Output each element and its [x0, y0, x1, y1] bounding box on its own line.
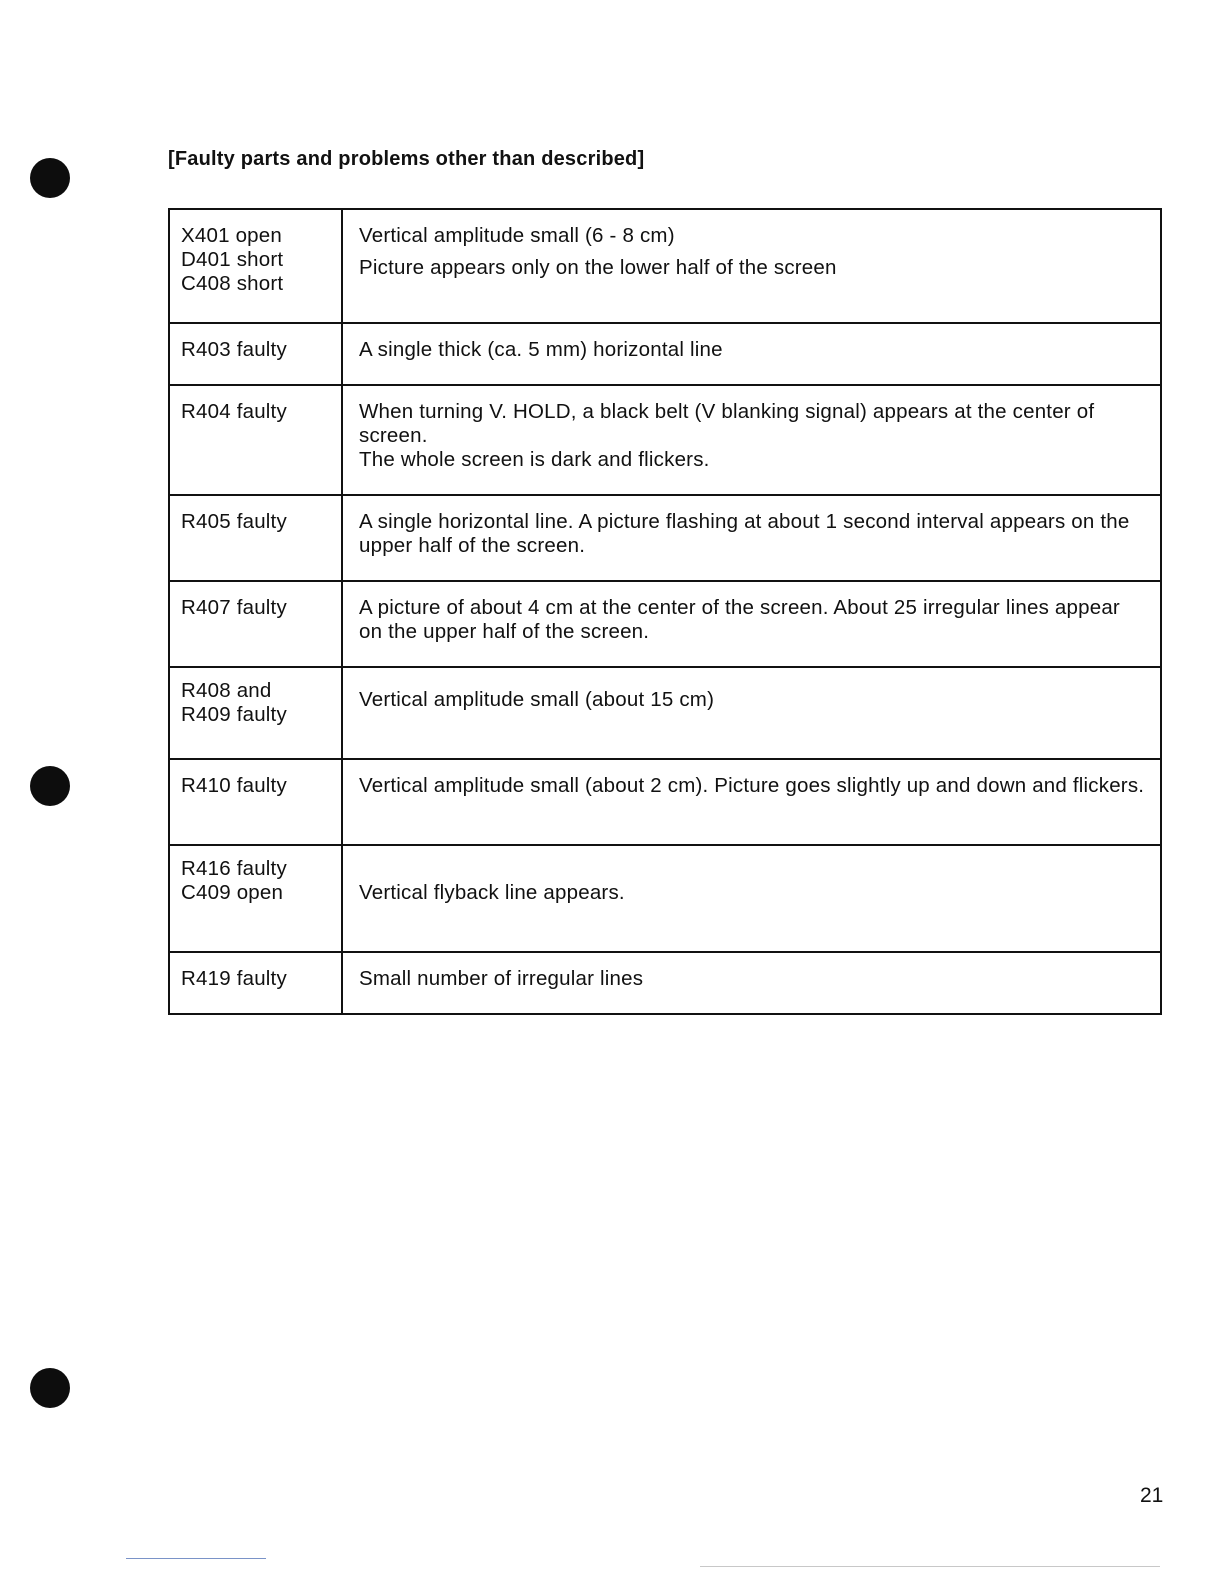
symptom-cell	[342, 209, 1161, 323]
section-heading: [Faulty parts and problems other than described]	[168, 148, 645, 170]
symptom-text: A picture of about 4 cm at the center of the screen. About 25 irregular lines appear on the upper half of the screen.	[359, 596, 1120, 643]
symptom-text: Vertical amplitude small (6 - 8 cm)	[359, 224, 675, 247]
symptom-text: A single thick (ca. 5 mm) horizontal line	[359, 338, 723, 361]
page-number: 21	[1140, 1484, 1164, 1507]
symptom-text: The whole screen is dark and flickers.	[359, 448, 710, 471]
part-label: R416 faulty	[181, 857, 287, 880]
table-row	[169, 495, 1161, 581]
symptom-text: When turning V. HOLD, a black belt (V blanking signal) appears at the center of screen.	[359, 400, 1095, 447]
symptom-cell	[342, 385, 1161, 495]
faulty-part-cell	[169, 209, 342, 323]
part-label: R403 faulty	[181, 338, 287, 361]
binder-hole-top	[30, 158, 70, 198]
part-label: C408 short	[181, 272, 284, 295]
symptom-text: Vertical amplitude small (about 2 cm). Picture goes slightly up and down and flickers.	[359, 774, 1145, 797]
faulty-part-cell	[169, 385, 342, 495]
part-label: R409 faulty	[181, 703, 287, 726]
part-label: R404 faulty	[181, 400, 287, 423]
symptom-text: Picture appears only on the lower half of the screen	[359, 256, 837, 279]
table-row	[169, 759, 1161, 845]
symptom-cell	[342, 667, 1161, 759]
symptom-cell	[342, 581, 1161, 667]
binder-hole-middle	[30, 766, 70, 806]
faults-table	[168, 208, 1162, 1015]
part-label: D401 short	[181, 248, 284, 271]
table-row	[169, 385, 1161, 495]
table-row	[169, 667, 1161, 759]
binder-hole-bottom	[30, 1368, 70, 1408]
symptom-text: Vertical flyback line appears.	[359, 881, 625, 904]
faulty-part-cell	[169, 845, 342, 952]
table-row	[169, 952, 1161, 1014]
part-label: C409 open	[181, 881, 284, 904]
symptom-cell	[342, 845, 1161, 952]
part-label: R410 faulty	[181, 774, 287, 797]
faulty-part-cell	[169, 667, 342, 759]
faulty-part-cell	[169, 495, 342, 581]
part-label: R408 and	[181, 679, 272, 702]
table-row	[169, 581, 1161, 667]
part-label: R419 faulty	[181, 967, 287, 990]
part-label: R405 faulty	[181, 510, 287, 533]
faulty-part-cell	[169, 323, 342, 385]
faulty-part-cell	[169, 759, 342, 845]
symptom-cell	[342, 323, 1161, 385]
scan-artifact-line	[126, 1558, 266, 1559]
table-row	[169, 845, 1161, 952]
symptom-cell	[342, 495, 1161, 581]
scan-artifact-line	[700, 1566, 1160, 1567]
symptom-cell	[342, 759, 1161, 845]
part-label: X401 open	[181, 224, 282, 247]
faulty-part-cell	[169, 952, 342, 1014]
symptom-text: Vertical amplitude small (about 15 cm)	[359, 688, 715, 711]
part-label: R407 faulty	[181, 596, 287, 619]
symptom-text: Small number of irregular lines	[359, 967, 644, 990]
faulty-part-cell	[169, 581, 342, 667]
table-row	[169, 209, 1161, 323]
table-row	[169, 323, 1161, 385]
symptom-cell	[342, 952, 1161, 1014]
symptom-text: A single horizontal line. A picture flashing at about 1 second interval appears on the upper half of the screen.	[359, 510, 1130, 557]
